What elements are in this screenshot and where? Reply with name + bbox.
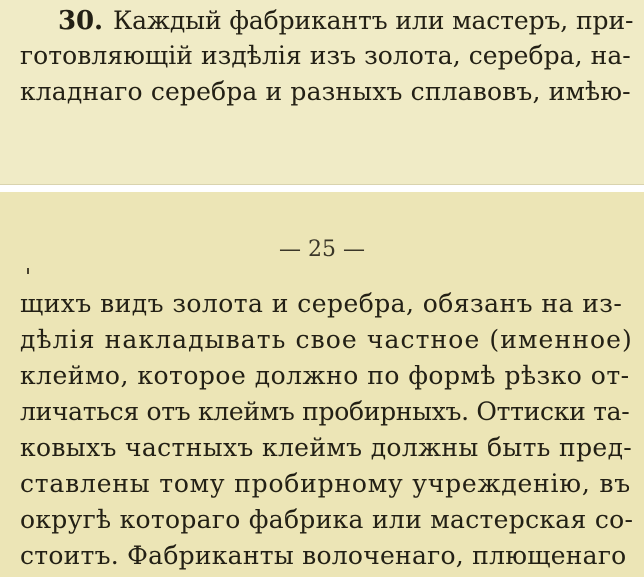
body-line-7: округѣ котораго фабрика или мастерская со- xyxy=(20,505,634,534)
body-line-2: дѣлія накладывать свое частное (именное) xyxy=(20,325,633,354)
page-number: — 25 — xyxy=(279,237,365,262)
ink-speck xyxy=(27,268,29,274)
paragraph-line-1-text xyxy=(113,6,633,36)
body-line-4: личаться отъ клеймъ пробирныхъ. Оттиски та- xyxy=(20,397,630,426)
body-line-8: стоитъ. Фабриканты волоченаго, плющенаго xyxy=(20,541,627,570)
body-line-5: ковыхъ частныхъ клеймъ должны быть пред- xyxy=(20,433,633,462)
body-line-1: щихъ видъ золота и серебра, обязанъ на из- xyxy=(20,289,623,318)
paragraph-line-1 xyxy=(58,6,632,36)
section-number: 30. xyxy=(58,6,103,36)
body-line-3: клеймо, которое должно по формѣ рѣзко от- xyxy=(20,361,630,390)
paragraph-line-3: кладнаго серебра и разныхъ сплавовъ, имѣю- xyxy=(20,77,631,106)
body-line-6: ставлены тому пробирному учрежденію, въ xyxy=(20,469,631,498)
paragraph-line-2: готовляющій издѣлія изъ золота, серебра, на- xyxy=(20,41,631,70)
paragraph-line-1-text-content: Каждый фабрикантъ или мастеръ, при- xyxy=(112,6,634,35)
